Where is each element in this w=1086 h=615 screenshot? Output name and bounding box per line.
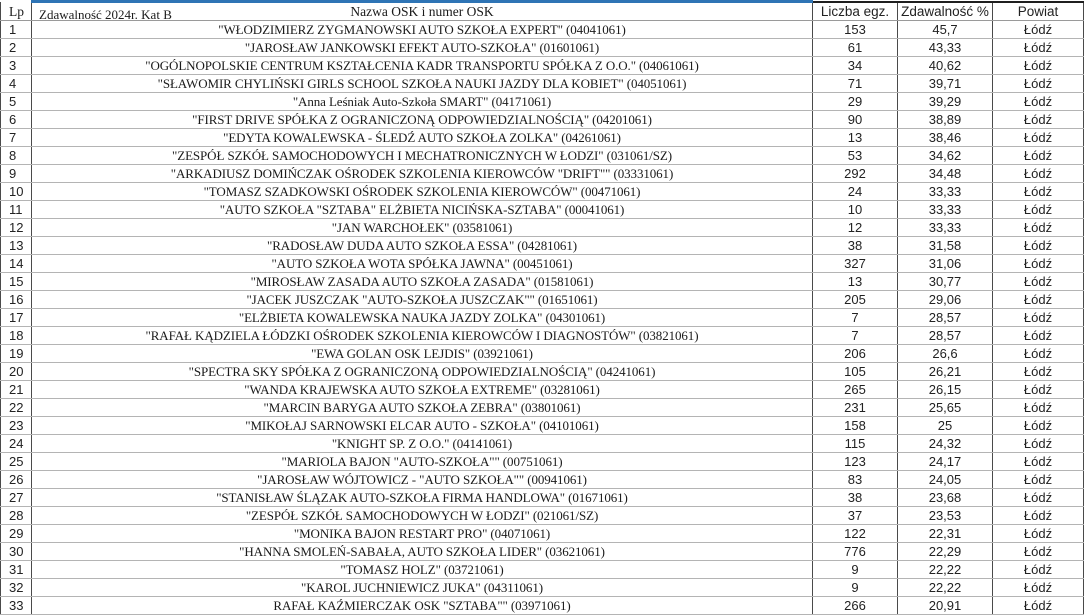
pass-rate-cell: 29,06 xyxy=(898,291,993,309)
osk-name-cell: "TOMASZ SZADKOWSKI OŚRODEK SZKOLENIA KIEROWCÓW" (00471061) xyxy=(32,183,813,201)
osk-name-cell: "EDYTA KOWALEWSKA - ŚLEDŹ AUTO SZKOŁA ZOLKA" (04261061) xyxy=(32,129,813,147)
osk-name-cell: "AUTO SZKOŁA "SZTABA" ELŻBIETA NICIŃSKA-SZTABA" (00041061) xyxy=(32,201,813,219)
powiat-cell: Łódź xyxy=(993,75,1084,93)
pass-rate-cell: 38,46 xyxy=(898,129,993,147)
exam-count-cell: 10 xyxy=(813,201,898,219)
lp-cell: 15 xyxy=(1,273,32,291)
pass-rate-cell: 24,05 xyxy=(898,471,993,489)
table-row xyxy=(1,39,1084,57)
osk-name-cell: "MONIKA BAJON RESTART PRO" (04071061) xyxy=(32,525,813,543)
pass-rate-cell: 40,62 xyxy=(898,57,993,75)
pass-rate-cell: 26,21 xyxy=(898,363,993,381)
table-row xyxy=(1,489,1084,507)
osk-name-cell: "SŁAWOMIR CHYLIŃSKI GIRLS SCHOOL SZKOŁA NAUKI JAZDY DLA KOBIET" (04051061) xyxy=(32,75,813,93)
pass-rate-cell: 28,57 xyxy=(898,309,993,327)
powiat-cell: Łódź xyxy=(993,381,1084,399)
lp-cell: 30 xyxy=(1,543,32,561)
lp-cell: 8 xyxy=(1,147,32,165)
exam-count-cell: 153 xyxy=(813,21,898,39)
osk-name-cell: "ARKADIUSZ DOMIŃCZAK OŚRODEK SZKOLENIA KIEROWCÓW "DRIFT"" (03331061) xyxy=(32,165,813,183)
pass-rate-cell: 38,89 xyxy=(898,111,993,129)
lp-cell: 22 xyxy=(1,399,32,417)
exam-count-cell: 38 xyxy=(813,237,898,255)
powiat-cell: Łódź xyxy=(993,579,1084,597)
lp-cell: 28 xyxy=(1,507,32,525)
powiat-cell: Łódź xyxy=(993,417,1084,435)
table-row xyxy=(1,75,1084,93)
pass-rate-cell: 24,17 xyxy=(898,453,993,471)
table-row xyxy=(1,219,1084,237)
header-subtitle-kat-b: Zdawalność 2024r. Kat B xyxy=(39,7,172,21)
table-row xyxy=(1,471,1084,489)
table-row xyxy=(1,201,1084,219)
table-body xyxy=(1,21,1084,615)
pass-rate-cell: 24,32 xyxy=(898,435,993,453)
table-row xyxy=(1,21,1084,39)
exam-count-cell: 12 xyxy=(813,219,898,237)
powiat-cell: Łódź xyxy=(993,21,1084,39)
pass-rate-cell: 34,62 xyxy=(898,147,993,165)
powiat-cell: Łódź xyxy=(993,129,1084,147)
table-row xyxy=(1,57,1084,75)
osk-name-cell: "EWA GOLAN OSK LEJDIS" (03921061) xyxy=(32,345,813,363)
table-row xyxy=(1,399,1084,417)
lp-cell: 32 xyxy=(1,579,32,597)
table-row xyxy=(1,435,1084,453)
header-row xyxy=(1,2,1084,21)
lp-cell: 31 xyxy=(1,561,32,579)
lp-cell: 10 xyxy=(1,183,32,201)
powiat-cell: Łódź xyxy=(993,435,1084,453)
pass-rate-cell: 22,22 xyxy=(898,561,993,579)
lp-cell: 29 xyxy=(1,525,32,543)
powiat-cell: Łódź xyxy=(993,93,1084,111)
exam-count-cell: 13 xyxy=(813,129,898,147)
lp-cell: 17 xyxy=(1,309,32,327)
table-row xyxy=(1,111,1084,129)
lp-cell: 20 xyxy=(1,363,32,381)
table-row xyxy=(1,165,1084,183)
osk-name-cell: "SPECTRA SKY SPÓŁKA Z OGRANICZONĄ ODPOWIEDZIALNOŚCIĄ" (04241061) xyxy=(32,363,813,381)
lp-cell: 33 xyxy=(1,597,32,615)
exam-count-cell: 90 xyxy=(813,111,898,129)
pass-rate-cell: 39,71 xyxy=(898,75,993,93)
table-row xyxy=(1,417,1084,435)
exam-count-cell: 71 xyxy=(813,75,898,93)
osk-name-cell: "ZESPÓŁ SZKÓŁ SAMOCHODOWYCH I MECHATRONICZNYCH W ŁODZI" (031061/SZ) xyxy=(32,147,813,165)
exam-count-cell: 122 xyxy=(813,525,898,543)
osk-name-cell: RAFAŁ KAŹMIERCZAK OSK "SZTABA"" (03971061) xyxy=(32,597,813,615)
exam-count-cell: 29 xyxy=(813,93,898,111)
osk-name-cell: "WANDA KRAJEWSKA AUTO SZKOŁA EXTREME" (03281061) xyxy=(32,381,813,399)
lp-cell: 13 xyxy=(1,237,32,255)
exam-count-cell: 265 xyxy=(813,381,898,399)
osk-name-cell: "RAFAŁ KĄDZIELA ŁÓDZKI OŚRODEK SZKOLENIA KIEROWCÓW I DIAGNOSTÓW" (03821061) xyxy=(32,327,813,345)
header-name xyxy=(32,2,813,21)
exam-count-cell: 9 xyxy=(813,561,898,579)
pass-rate-cell: 22,29 xyxy=(898,543,993,561)
exam-count-cell: 115 xyxy=(813,435,898,453)
table-row xyxy=(1,147,1084,165)
lp-cell: 12 xyxy=(1,219,32,237)
header-osk-name: Nazwa OSK i numer OSK xyxy=(350,4,494,19)
powiat-cell: Łódź xyxy=(993,309,1084,327)
table-row xyxy=(1,579,1084,597)
powiat-cell: Łódź xyxy=(993,489,1084,507)
pass-rate-cell: 31,06 xyxy=(898,255,993,273)
lp-cell: 4 xyxy=(1,75,32,93)
powiat-cell: Łódź xyxy=(993,165,1084,183)
powiat-cell: Łódź xyxy=(993,399,1084,417)
osk-name-cell: "JAROSŁAW WÓJTOWICZ - "AUTO SZKOŁA"" (00941061) xyxy=(32,471,813,489)
osk-name-cell: "HANNA SMOLEŃ-SABAŁA, AUTO SZKOŁA LIDER" (03621061) xyxy=(32,543,813,561)
table-row xyxy=(1,507,1084,525)
pass-rate-cell: 23,53 xyxy=(898,507,993,525)
pass-rate-cell: 33,33 xyxy=(898,219,993,237)
pass-rate-cell: 25,65 xyxy=(898,399,993,417)
exam-count-cell: 776 xyxy=(813,543,898,561)
table-header xyxy=(1,2,1084,21)
powiat-cell: Łódź xyxy=(993,345,1084,363)
pass-rate-cell: 31,58 xyxy=(898,237,993,255)
lp-cell: 5 xyxy=(1,93,32,111)
exam-count-cell: 292 xyxy=(813,165,898,183)
table-row xyxy=(1,543,1084,561)
osk-name-cell: "JAN WARCHOŁEK" (03581061) xyxy=(32,219,813,237)
lp-cell: 11 xyxy=(1,201,32,219)
powiat-cell: Łódź xyxy=(993,471,1084,489)
powiat-cell: Łódź xyxy=(993,597,1084,615)
table-row xyxy=(1,291,1084,309)
osk-name-cell: "KAROL JUCHNIEWICZ JUKA" (04311061) xyxy=(32,579,813,597)
exam-count-cell: 34 xyxy=(813,57,898,75)
powiat-cell: Łódź xyxy=(993,525,1084,543)
lp-cell: 21 xyxy=(1,381,32,399)
osk-name-cell: "ZESPÓŁ SZKÓŁ SAMOCHODOWYCH W ŁODZI" (021061/SZ) xyxy=(32,507,813,525)
exam-count-cell: 205 xyxy=(813,291,898,309)
header-pass-rate: Zdawalność % xyxy=(898,2,993,21)
exam-count-cell: 327 xyxy=(813,255,898,273)
osk-name-cell: "KNIGHT SP. Z O.O." (04141061) xyxy=(32,435,813,453)
table-row xyxy=(1,345,1084,363)
lp-cell: 26 xyxy=(1,471,32,489)
powiat-cell: Łódź xyxy=(993,561,1084,579)
powiat-cell: Łódź xyxy=(993,111,1084,129)
lp-cell: 14 xyxy=(1,255,32,273)
powiat-cell: Łódź xyxy=(993,147,1084,165)
lp-cell: 18 xyxy=(1,327,32,345)
exam-count-cell: 7 xyxy=(813,327,898,345)
osk-name-cell: "Anna Leśniak Auto-Szkoła SMART" (04171061) xyxy=(32,93,813,111)
pass-rate-cell: 20,91 xyxy=(898,597,993,615)
pass-rate-cell: 25 xyxy=(898,417,993,435)
table-row xyxy=(1,237,1084,255)
table-row xyxy=(1,453,1084,471)
exam-count-cell: 123 xyxy=(813,453,898,471)
pass-rate-cell: 22,31 xyxy=(898,525,993,543)
lp-cell: 6 xyxy=(1,111,32,129)
pass-rate-cell: 34,48 xyxy=(898,165,993,183)
osk-name-cell: "JACEK JUSZCZAK "AUTO-SZKOŁA JUSZCZAK"" (01651061) xyxy=(32,291,813,309)
table-row xyxy=(1,597,1084,615)
osk-name-cell: "MIKOŁAJ SARNOWSKI ELCAR AUTO - SZKOŁA" (04101061) xyxy=(32,417,813,435)
powiat-cell: Łódź xyxy=(993,57,1084,75)
pass-rate-cell: 39,29 xyxy=(898,93,993,111)
exam-count-cell: 105 xyxy=(813,363,898,381)
table-row xyxy=(1,183,1084,201)
powiat-cell: Łódź xyxy=(993,453,1084,471)
table-row xyxy=(1,327,1084,345)
table-row xyxy=(1,129,1084,147)
exam-count-cell: 37 xyxy=(813,507,898,525)
powiat-cell: Łódź xyxy=(993,507,1084,525)
lp-cell: 19 xyxy=(1,345,32,363)
powiat-cell: Łódź xyxy=(993,237,1084,255)
powiat-cell: Łódź xyxy=(993,273,1084,291)
powiat-cell: Łódź xyxy=(993,255,1084,273)
header-powiat: Powiat xyxy=(993,2,1084,21)
osk-name-cell: "MIROSŁAW ZASADA AUTO SZKOŁA ZASADA" (01581061) xyxy=(32,273,813,291)
exam-count-cell: 9 xyxy=(813,579,898,597)
exam-count-cell: 7 xyxy=(813,309,898,327)
powiat-cell: Łódź xyxy=(993,219,1084,237)
powiat-cell: Łódź xyxy=(993,183,1084,201)
osk-name-cell: "JAROSŁAW JANKOWSKI EFEKT AUTO-SZKOŁA" (01601061) xyxy=(32,39,813,57)
exam-count-cell: 38 xyxy=(813,489,898,507)
osk-name-cell: "MARIOLA BAJON "AUTO-SZKOŁA"" (00751061) xyxy=(32,453,813,471)
header-exam-count: Liczba egz. xyxy=(813,2,898,21)
powiat-cell: Łódź xyxy=(993,39,1084,57)
powiat-cell: Łódź xyxy=(993,201,1084,219)
exam-count-cell: 53 xyxy=(813,147,898,165)
table-row xyxy=(1,363,1084,381)
powiat-cell: Łódź xyxy=(993,327,1084,345)
table-row xyxy=(1,561,1084,579)
osk-name-cell: "MARCIN BARYGA AUTO SZKOŁA ZEBRA" (03801061) xyxy=(32,399,813,417)
osk-name-cell: "ELŻBIETA KOWALEWSKA NAUKA JAZDY ZOLKA" (04301061) xyxy=(32,309,813,327)
pass-rate-cell: 33,33 xyxy=(898,183,993,201)
header-lp: Lp xyxy=(1,2,32,21)
lp-cell: 7 xyxy=(1,129,32,147)
exam-count-cell: 83 xyxy=(813,471,898,489)
lp-cell: 3 xyxy=(1,57,32,75)
lp-cell: 23 xyxy=(1,417,32,435)
exam-count-cell: 231 xyxy=(813,399,898,417)
osk-name-cell: "FIRST DRIVE SPÓŁKA Z OGRANICZONĄ ODPOWIEDZIALNOŚCIĄ" (04201061) xyxy=(32,111,813,129)
exam-count-cell: 24 xyxy=(813,183,898,201)
osk-name-cell: "AUTO SZKOŁA WOTA SPÓŁKA JAWNA" (00451061) xyxy=(32,255,813,273)
lp-cell: 1 xyxy=(1,21,32,39)
pass-rate-cell: 28,57 xyxy=(898,327,993,345)
osk-name-cell: "TOMASZ HOLZ" (03721061) xyxy=(32,561,813,579)
exam-count-cell: 206 xyxy=(813,345,898,363)
lp-cell: 25 xyxy=(1,453,32,471)
lp-cell: 24 xyxy=(1,435,32,453)
pass-rate-cell: 43,33 xyxy=(898,39,993,57)
osk-name-cell: "RADOSŁAW DUDA AUTO SZKOŁA ESSA" (04281061) xyxy=(32,237,813,255)
powiat-cell: Łódź xyxy=(993,543,1084,561)
osk-name-cell: "WŁODZIMIERZ ZYGMANOWSKI AUTO SZKOŁA EXPERT" (04041061) xyxy=(32,21,813,39)
table-row xyxy=(1,309,1084,327)
exam-count-cell: 61 xyxy=(813,39,898,57)
table-row xyxy=(1,93,1084,111)
table-row xyxy=(1,255,1084,273)
powiat-cell: Łódź xyxy=(993,363,1084,381)
powiat-cell: Łódź xyxy=(993,291,1084,309)
lp-cell: 2 xyxy=(1,39,32,57)
table-row xyxy=(1,273,1084,291)
osk-name-cell: "STANISŁAW ŚLĄZAK AUTO-SZKOŁA FIRMA HANDLOWA" (01671061) xyxy=(32,489,813,507)
exam-count-cell: 158 xyxy=(813,417,898,435)
lp-cell: 9 xyxy=(1,165,32,183)
pass-rate-cell: 26,6 xyxy=(898,345,993,363)
osk-name-cell: "OGÓLNOPOLSKIE CENTRUM KSZTAŁCENIA KADR TRANSPORTU SPÓŁKA Z O.O." (04061061) xyxy=(32,57,813,75)
table-row xyxy=(1,525,1084,543)
lp-cell: 27 xyxy=(1,489,32,507)
table-row xyxy=(1,381,1084,399)
exam-count-cell: 13 xyxy=(813,273,898,291)
pass-rate-cell: 22,22 xyxy=(898,579,993,597)
lp-cell: 16 xyxy=(1,291,32,309)
pass-rate-cell: 33,33 xyxy=(898,201,993,219)
exam-count-cell: 266 xyxy=(813,597,898,615)
pass-rate-cell: 23,68 xyxy=(898,489,993,507)
pass-rate-cell: 45,7 xyxy=(898,21,993,39)
pass-rate-cell: 30,77 xyxy=(898,273,993,291)
pass-rate-cell: 26,15 xyxy=(898,381,993,399)
